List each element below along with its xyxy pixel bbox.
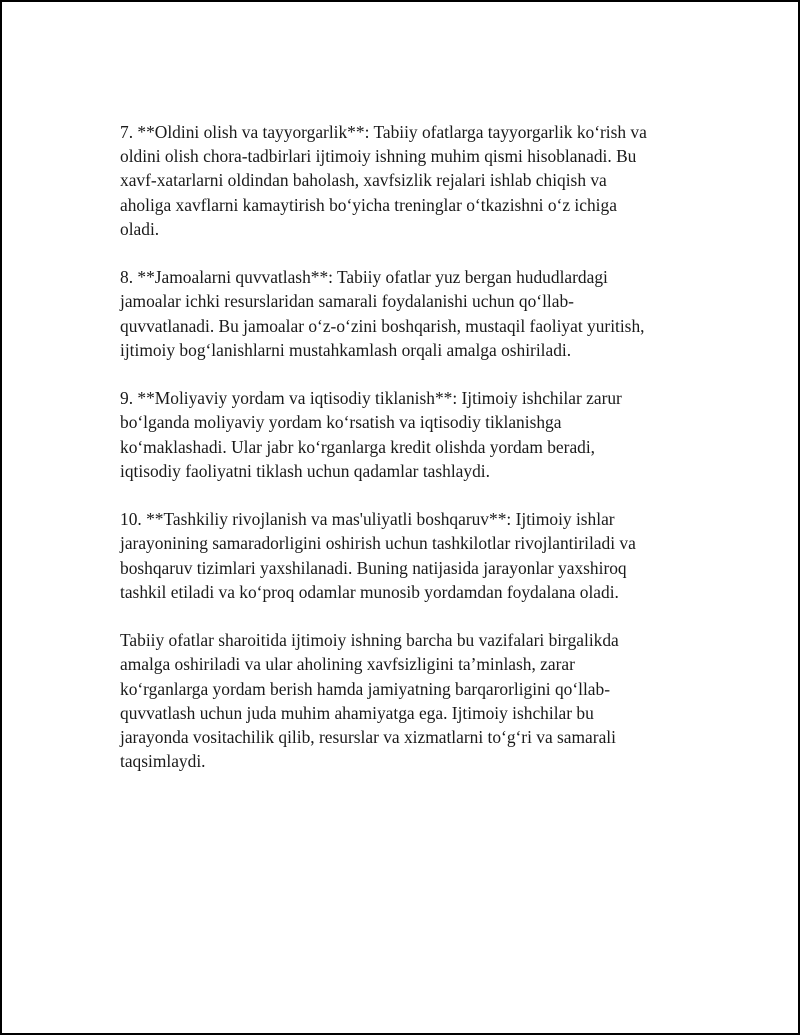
paragraph-financial-aid: 9. **Moliyaviy yordam va iqtisodiy tiklanish**: Ijtimoiy ishchilar zarur bo‘lganda moliyaviy yordam ko‘rsatish va iqtisodiy tiklanishga ko‘maklashadi. Ular jabr ko‘rganlarga kredit olishda yordam beradi, iqtisodiy faoliyatni tiklash uchun qadamlar tashlaydi. (120, 388, 622, 481)
paragraph-prevention-preparedness: 7. **Oldini olish va tayyorgarlik**: Tabiiy ofatlarga tayyorgarlik ko‘rish va oldini olish chora-tadbirlari ijtimoiy ishning muhim qismi hisoblanadi. Bu xavf-xatarlarni oldindan baholash, xavfsizlik rejalari ishlab chiqish va aholiga xavflarni kamaytirish bo‘yicha treninglar o‘tkazishni o‘z ichiga oladi. (120, 122, 647, 239)
document-body (120, 120, 660, 798)
paragraph-organizational-development: 10. **Tashkiliy rivojlanish va mas'uliyatli boshqaruv**: Ijtimoiy ishlar jarayonining samaradorligini oshirish uchun tashkilotlar rivojlantiriladi va boshqaruv tizimlari yaxshilanadi. Buning natijasida jarayonlar yaxshiroq tashkil etiladi va ko‘proq odamlar munosib yordamdan foydalana oladi. (120, 509, 636, 602)
paragraph-community-support: 8. **Jamoalarni quvvatlash**: Tabiiy ofatlar yuz bergan hududlardagi jamoalar ichki resurslaridan samarali foydalanishi uchun qo‘llab-quvvatlanadi. Bu jamoalar o‘z-o‘zini boshqarish, mustaqil faoliyat yuritish, ijtimoiy bog‘lanishlarni mustahkamlash orqali amalga oshiriladi. (120, 267, 645, 360)
paragraph-conclusion: Tabiiy ofatlar sharoitida ijtimoiy ishning barcha bu vazifalari birgalikda amalga oshiriladi va ular aholining xavfsizligini ta’minlash, zarar ko‘rganlarga yordam berish hamda jamiyatning barqarorligini qo‘llab-quvvatlash uchun juda muhim ahamiyatga ega. Ijtimoiy ishchilar bu jarayonda vositachilik qilib, resurslar va xizmatlarni to‘g‘ri va samarali taqsimlaydi. (120, 630, 619, 772)
